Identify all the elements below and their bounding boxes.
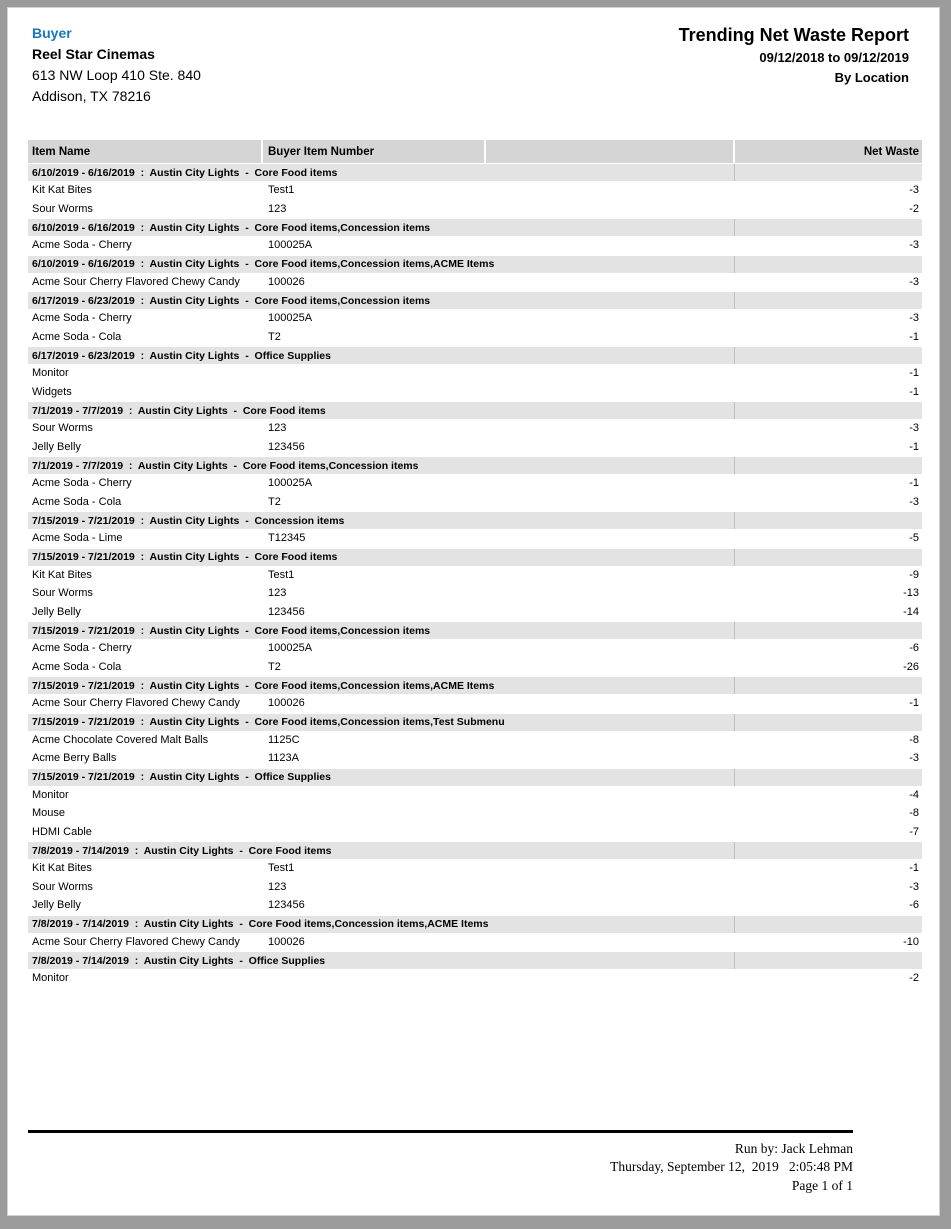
table-row <box>28 639 922 658</box>
group-header-row <box>28 713 922 731</box>
item-name-cell: Jelly Belly <box>32 899 81 912</box>
group-header-netwaste-cell <box>735 549 922 566</box>
group-header-netwaste-cell <box>735 457 922 474</box>
net-waste-cell: -3 <box>909 275 919 288</box>
report-footer <box>28 1130 853 1196</box>
buyer-info-block <box>32 24 201 124</box>
buyer-item-number-cell: 100025A <box>268 477 313 490</box>
net-waste-cell: -10 <box>903 935 919 948</box>
table-row <box>28 493 922 512</box>
buyer-item-number-cell: 123 <box>268 587 287 600</box>
buyer-name: Reel Star Cinemas <box>32 46 155 62</box>
item-name-cell: Acme Soda - Cherry <box>32 477 132 490</box>
buyer-item-number-cell: 100026 <box>268 935 305 948</box>
group-header-netwaste-cell <box>735 512 922 529</box>
item-name-cell: Acme Soda - Cherry <box>32 239 132 252</box>
net-waste-cell: -9 <box>909 568 919 581</box>
report-header <box>8 8 939 124</box>
net-waste-cell: -3 <box>909 422 919 435</box>
buyer-item-number-cell: Test1 <box>268 568 295 581</box>
buyer-item-number-cell: 100026 <box>268 275 305 288</box>
report-grouping: By Location <box>834 70 909 85</box>
group-header-row <box>28 456 922 474</box>
table-row <box>28 309 922 328</box>
group-header-row <box>28 218 922 236</box>
group-header-netwaste-cell <box>735 402 922 419</box>
buyer-item-number-cell: 100025A <box>268 642 313 655</box>
buyer-item-number-cell: T2 <box>268 660 281 673</box>
net-waste-cell: -5 <box>909 532 919 545</box>
net-waste-cell: -14 <box>903 605 919 618</box>
group-header-netwaste-cell <box>735 347 922 364</box>
table-row <box>28 731 922 750</box>
run-by-text: Run by: Jack Lehman <box>734 1140 853 1156</box>
table-header-row <box>28 140 922 163</box>
group-header-netwaste-cell <box>735 916 922 933</box>
item-name-cell: Monitor <box>32 367 69 380</box>
table-row <box>28 236 922 255</box>
item-name-cell: HDMI Cable <box>32 825 92 838</box>
table-row <box>28 823 922 842</box>
group-header-label: 7/1/2019 - 7/7/2019 : Austin City Lights - Core Food items <box>28 402 735 419</box>
group-header-netwaste-cell <box>735 622 922 639</box>
item-name-cell: Mouse <box>32 807 66 820</box>
group-header-netwaste-cell <box>735 164 922 181</box>
group-header-row <box>28 915 922 933</box>
net-waste-cell: -26 <box>903 660 919 673</box>
item-name-cell: Kit Kat Bites <box>32 184 92 197</box>
column-header-blank <box>486 140 735 163</box>
table-row <box>28 804 922 823</box>
buyer-item-number-cell: 123456 <box>268 899 305 912</box>
buyer-address-line2: Addison, TX 78216 <box>32 88 151 104</box>
report-title-block <box>679 24 909 124</box>
group-header-row <box>28 676 922 694</box>
group-header-row <box>28 163 922 181</box>
group-header-netwaste-cell <box>735 292 922 309</box>
item-name-cell: Acme Chocolate Covered Malt Balls <box>32 733 209 746</box>
item-name-cell: Acme Soda - Cola <box>32 495 122 508</box>
table-row <box>28 603 922 622</box>
net-waste-cell: -3 <box>909 312 919 325</box>
column-header-buyer-item-number: Buyer Item Number <box>263 140 486 163</box>
table-row <box>28 419 922 438</box>
group-header-label: 6/10/2019 - 6/16/2019 : Austin City Lights - Core Food items <box>28 164 735 181</box>
buyer-item-number-cell: 123 <box>268 422 287 435</box>
buyer-item-number-cell: 1123A <box>268 752 299 765</box>
report-table <box>28 140 922 988</box>
net-waste-cell: -8 <box>909 733 919 746</box>
run-datetime-text: Thursday, September 12, 2019 2:05:48 PM <box>610 1159 853 1174</box>
report-date-range: 09/12/2018 to 09/12/2019 <box>759 50 909 65</box>
table-row <box>28 529 922 548</box>
net-waste-cell: -1 <box>909 477 919 490</box>
group-header-label: 7/8/2019 - 7/14/2019 : Austin City Lights - Core Food items <box>28 842 735 859</box>
footer-divider <box>28 1130 853 1133</box>
group-header-row <box>28 841 922 859</box>
group-header-label: 7/1/2019 - 7/7/2019 : Austin City Lights - Core Food items,Concession items <box>28 457 735 474</box>
table-row <box>28 786 922 805</box>
group-header-row <box>28 346 922 364</box>
buyer-label: Buyer <box>32 25 72 41</box>
item-name-cell: Sour Worms <box>32 202 93 215</box>
item-name-cell: Monitor <box>32 788 69 801</box>
group-header-label: 7/15/2019 - 7/21/2019 : Austin City Lights - Office Supplies <box>28 769 735 786</box>
item-name-cell: Kit Kat Bites <box>32 862 92 875</box>
table-row <box>28 896 922 915</box>
item-name-cell: Acme Soda - Cherry <box>32 642 132 655</box>
buyer-item-number-cell: Test1 <box>268 862 295 875</box>
table-row <box>28 878 922 897</box>
report-title: Trending Net Waste Report <box>678 25 909 45</box>
table-row <box>28 694 922 713</box>
item-name-cell: Acme Soda - Cola <box>32 660 122 673</box>
table-row <box>28 859 922 878</box>
group-header-row <box>28 511 922 529</box>
table-row <box>28 933 922 952</box>
item-name-cell: Monitor <box>32 972 69 985</box>
net-waste-cell: -8 <box>909 807 919 820</box>
item-name-cell: Acme Sour Cherry Flavored Chewy Candy <box>32 697 240 710</box>
group-header-row <box>28 291 922 309</box>
item-name-cell: Acme Soda - Lime <box>32 532 123 545</box>
table-row <box>28 474 922 493</box>
buyer-item-number-cell: 123 <box>268 202 287 215</box>
item-name-cell: Acme Sour Cherry Flavored Chewy Candy <box>32 935 240 948</box>
net-waste-cell: -1 <box>909 385 919 398</box>
table-row <box>28 749 922 768</box>
group-header-row <box>28 401 922 419</box>
buyer-item-number-cell: 100026 <box>268 697 305 710</box>
table-row <box>28 328 922 347</box>
group-header-label: 6/10/2019 - 6/16/2019 : Austin City Lights - Core Food items,Concession items,ACME Items <box>28 256 735 273</box>
group-header-label: 7/15/2019 - 7/21/2019 : Austin City Lights - Concession items <box>28 512 735 529</box>
net-waste-cell: -1 <box>909 367 919 380</box>
net-waste-cell: -1 <box>909 330 919 343</box>
buyer-item-number-cell: Test1 <box>268 184 295 197</box>
group-header-label: 7/15/2019 - 7/21/2019 : Austin City Lights - Core Food items,Concession items,Test Submenu <box>28 714 735 731</box>
table-row <box>28 364 922 383</box>
net-waste-cell: -4 <box>909 788 919 801</box>
table-row <box>28 566 922 585</box>
group-header-row <box>28 621 922 639</box>
group-header-label: 7/15/2019 - 7/21/2019 : Austin City Lights - Core Food items <box>28 549 735 566</box>
item-name-cell: Sour Worms <box>32 587 93 600</box>
group-header-netwaste-cell <box>735 219 922 236</box>
buyer-item-number-cell: 100025A <box>268 239 313 252</box>
table-row <box>28 200 922 219</box>
table-row <box>28 658 922 677</box>
group-header-row <box>28 255 922 273</box>
group-header-label: 7/15/2019 - 7/21/2019 : Austin City Lights - Core Food items,Concession items,ACME Items <box>28 677 735 694</box>
buyer-item-number-cell: 1125C <box>268 733 300 746</box>
buyer-item-number-cell: 123456 <box>268 605 305 618</box>
group-header-label: 6/10/2019 - 6/16/2019 : Austin City Lights - Core Food items,Concession items <box>28 219 735 236</box>
item-name-cell: Acme Soda - Cola <box>32 330 122 343</box>
group-header-label: 7/8/2019 - 7/14/2019 : Austin City Lights - Office Supplies <box>28 952 735 969</box>
group-header-label: 6/17/2019 - 6/23/2019 : Austin City Lights - Core Food items,Concession items <box>28 292 735 309</box>
buyer-item-number-cell: 100025A <box>268 312 313 325</box>
group-header-netwaste-cell <box>735 952 922 969</box>
buyer-item-number-cell: T12345 <box>268 532 306 545</box>
group-header-label: 6/17/2019 - 6/23/2019 : Austin City Lights - Office Supplies <box>28 347 735 364</box>
report-table-body <box>28 163 922 988</box>
net-waste-cell: -3 <box>909 880 919 893</box>
table-row <box>28 383 922 402</box>
group-header-netwaste-cell <box>735 842 922 859</box>
table-row <box>28 584 922 603</box>
buyer-item-number-cell: T2 <box>268 495 281 508</box>
item-name-cell: Acme Berry Balls <box>32 752 117 765</box>
item-name-cell: Sour Worms <box>32 422 93 435</box>
buyer-item-number-cell: 123 <box>268 880 287 893</box>
net-waste-cell: -2 <box>909 202 919 215</box>
table-row <box>28 181 922 200</box>
table-row <box>28 438 922 457</box>
net-waste-cell: -3 <box>909 495 919 508</box>
net-waste-cell: -6 <box>909 642 919 655</box>
buyer-item-number-cell: 123456 <box>268 440 305 453</box>
item-name-cell: Widgets <box>32 385 72 398</box>
net-waste-cell: -3 <box>909 184 919 197</box>
page-number-text: Page 1 of 1 <box>791 1177 853 1193</box>
net-waste-cell: -1 <box>909 697 919 710</box>
group-header-netwaste-cell <box>735 256 922 273</box>
net-waste-cell: -3 <box>909 239 919 252</box>
report-page <box>8 8 939 1215</box>
net-waste-cell: -3 <box>909 752 919 765</box>
buyer-address-line1: 613 NW Loop 410 Ste. 840 <box>32 67 201 83</box>
column-header-net-waste: Net Waste <box>735 140 922 163</box>
group-header-label: 7/15/2019 - 7/21/2019 : Austin City Lights - Core Food items,Concession items <box>28 622 735 639</box>
column-header-item-name: Item Name <box>28 140 263 163</box>
table-row <box>28 969 922 988</box>
net-waste-cell: -6 <box>909 899 919 912</box>
group-header-row <box>28 548 922 566</box>
group-header-netwaste-cell <box>735 677 922 694</box>
item-name-cell: Jelly Belly <box>32 605 81 618</box>
buyer-item-number-cell: T2 <box>268 330 281 343</box>
net-waste-cell: -2 <box>909 972 919 985</box>
item-name-cell: Jelly Belly <box>32 440 81 453</box>
group-header-label: 7/8/2019 - 7/14/2019 : Austin City Lights - Core Food items,Concession items,ACME Items <box>28 916 735 933</box>
net-waste-cell: -7 <box>909 825 919 838</box>
net-waste-cell: -1 <box>909 440 919 453</box>
group-header-row <box>28 768 922 786</box>
net-waste-cell: -13 <box>903 587 919 600</box>
group-header-netwaste-cell <box>735 714 922 731</box>
net-waste-cell: -1 <box>909 862 919 875</box>
group-header-row <box>28 951 922 969</box>
item-name-cell: Acme Sour Cherry Flavored Chewy Candy <box>32 275 240 288</box>
table-row <box>28 273 922 292</box>
item-name-cell: Sour Worms <box>32 880 93 893</box>
group-header-netwaste-cell <box>735 769 922 786</box>
item-name-cell: Acme Soda - Cherry <box>32 312 132 325</box>
item-name-cell: Kit Kat Bites <box>32 568 92 581</box>
